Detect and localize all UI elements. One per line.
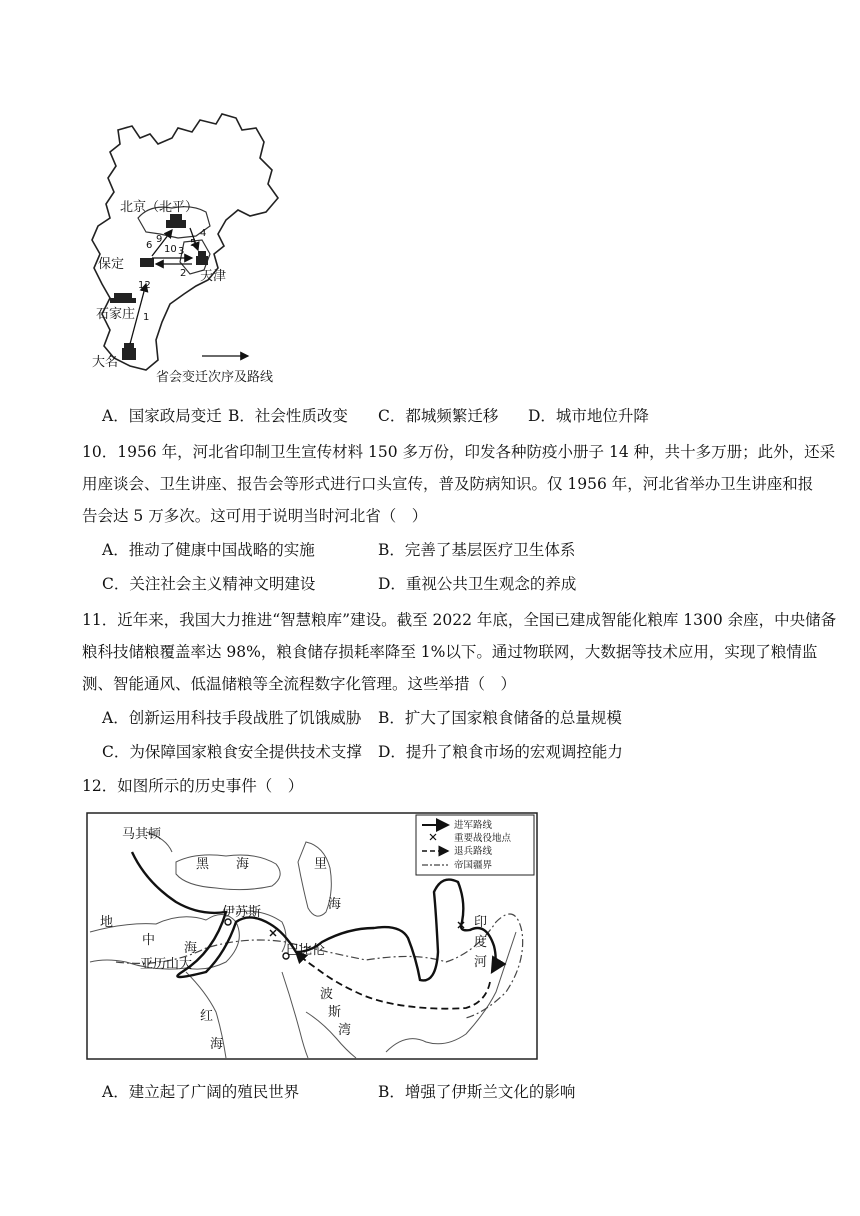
label-caspian-1: 里 [314,857,328,872]
route-number-4: 4 [200,228,207,239]
q11-option-d[interactable]: D．提升了粮食市场的宏观调控能力 [378,743,623,761]
q10-option-b[interactable]: B．完善了基层医疗卫生体系 [378,541,576,559]
q11-option-a[interactable]: A．创新运用科技手段战胜了饥饿威胁 [102,709,362,727]
q11-option-b[interactable]: B．扩大了国家粮食储备的总量规模 [378,709,622,727]
q10-stem-line-2: 用座谈会、卫生讲座、报告会等形式进行口头宣传，普及防病知识。仅 1956 年，河北省举办卫生讲座和报 [82,475,814,493]
label-indus-2: 度 [474,935,488,950]
legend-advance: 进军路线 [454,820,493,831]
q12-option-b[interactable]: B．增强了伊斯兰文化的影响 [378,1083,576,1101]
q11-option-c[interactable]: C．为保障国家粮食安全提供技术支撑 [102,743,362,761]
q12-stem: 12．如图所示的历史事件（ ） [82,777,304,795]
route-number-5: 5 [190,238,197,249]
label-alexandria: 亚历山大 [140,957,193,972]
label-persian-1: 波 [320,987,334,1002]
label-tianjin: 天津 [200,269,227,284]
label-persian-3: 湾 [338,1023,352,1038]
q11-stem-line-3: 测、智能通风、低温储粮等全流程数字化管理。这些举措（ ） [82,675,517,693]
label-black-sea-1: 黑 [196,857,210,872]
q10-stem-line-3: 告会达 5 万多次。这可用于说明当时河北省（ ） [82,507,428,525]
q9-option-b[interactable]: B．社会性质改变 [228,407,348,425]
q10-stem-line-1: 10．1956 年，河北省印制卫生宣传材料 150 多万份，印发各种防疫小册子 14 种，共十多万册；此外，还采 [82,443,836,461]
label-med-1: 地 [100,915,114,930]
label-indus-3: 河 [474,955,488,970]
label-red-sea-2: 海 [210,1037,224,1052]
map-legend [416,815,534,875]
label-persian-2: 斯 [328,1005,342,1020]
label-daming: 大名 [92,355,119,370]
q9-option-d[interactable]: D．城市地位升降 [528,407,649,425]
q9-option-c[interactable]: C．都城频繁迁移 [378,407,499,425]
route-number-3: 3 [178,246,185,257]
label-babylon: 巴比伦 [286,943,326,958]
label-macedonia: 马其顿 [122,827,162,842]
label-black-sea-2: 海 [236,857,250,872]
legend-text: 省会变迁次序及路线 [156,370,274,385]
label-indus-1: 印 [474,915,488,930]
route-number-12: 12 [138,280,151,291]
q10-option-c[interactable]: C．关注社会主义精神文明建设 [102,575,316,593]
route-number-2: 2 [180,268,187,279]
alexander-campaign-map [86,812,538,1060]
label-issus: 伊苏斯 [222,905,262,920]
q11-stem-line-2: 粮科技储粮覆盖率达 98%，粮食储存损耗率降至 1%以下。通过物联网，大数据等技术应用，实现了粮情监 [82,643,818,661]
label-med-3: 海 [184,941,198,956]
q12-option-a[interactable]: A．建立起了广阔的殖民世界 [102,1083,300,1101]
label-baoding: 保定 [98,257,125,272]
label-med-2: 中 [142,933,156,948]
legend-retreat: 退兵路线 [454,846,493,857]
q11-stem-line-1: 11．近年来，我国大力推进“智慧粮库”建设。截至 2022 年底，全国已建成智能化粮库 1300 余座，中央储备 [82,611,837,629]
route-number-6: 6 [146,240,153,251]
route-number-1: 1 [143,312,150,323]
route-number-10: 10 [164,244,177,255]
q10-option-d[interactable]: D．重视公共卫生观念的养成 [378,575,577,593]
route-number-9: 9 [156,234,163,245]
legend-battle: 重要战役地点 [454,833,512,844]
label-caspian-2: 海 [328,897,342,912]
label-shijiazhuang: 石家庄 [96,307,136,322]
q9-option-a[interactable]: A．国家政局变迁 [102,407,222,425]
q10-option-a[interactable]: A．推动了健康中国战略的实施 [102,541,315,559]
label-red-sea-1: 红 [200,1009,214,1024]
hebei-capital-map [80,108,310,390]
legend-border: 帝国疆界 [454,860,493,871]
label-beijing: 北京（北平） [120,200,199,215]
